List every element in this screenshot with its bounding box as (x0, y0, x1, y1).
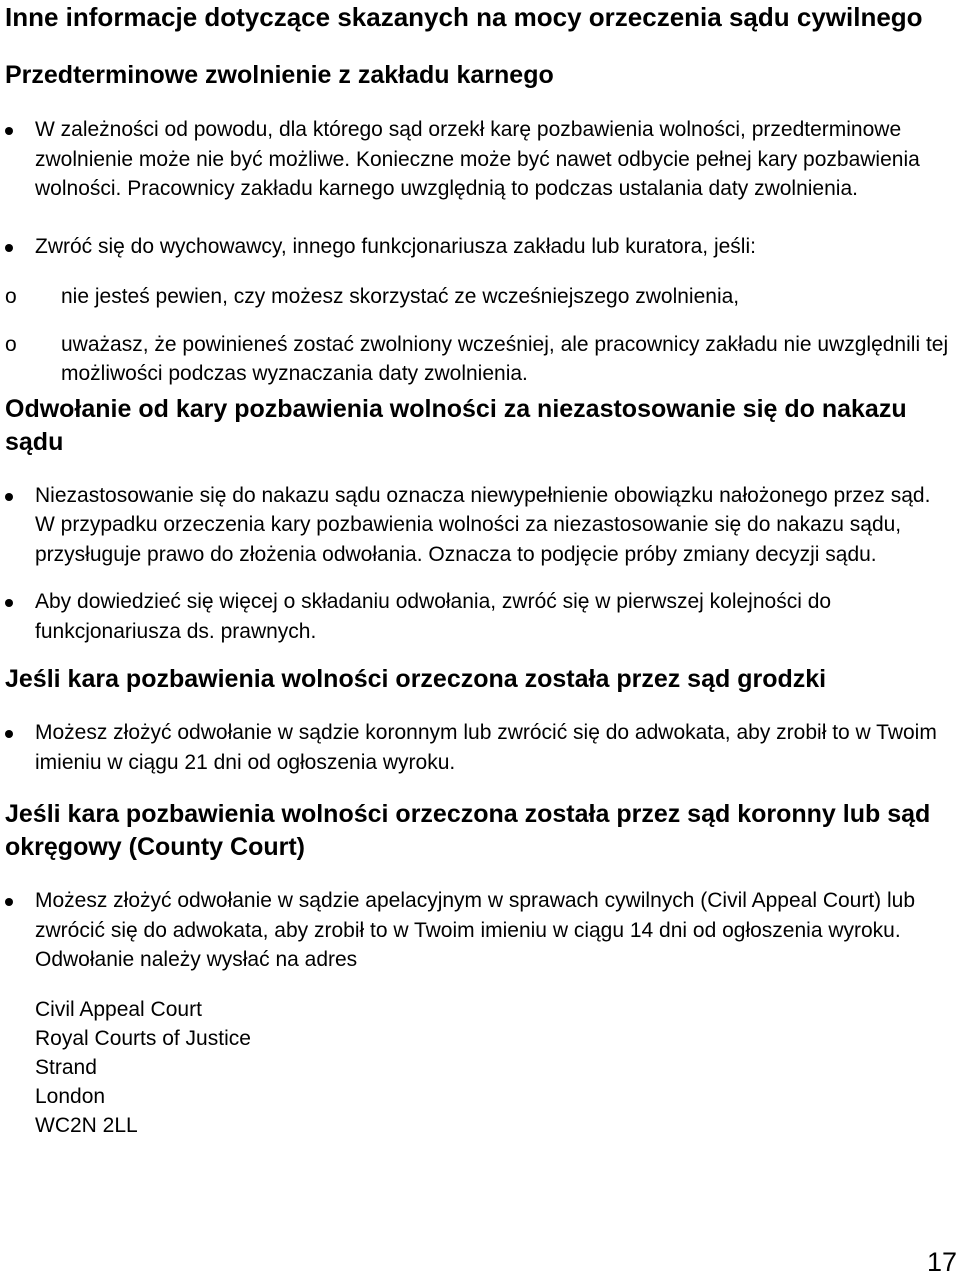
address-line: London (35, 1084, 106, 1108)
sub-list-item (5, 282, 955, 312)
sub-item-text: uważasz, że powinieneś zostać zwolniony wcześniej, ale pracownicy zakładu nie uwzględnili tej możliwości podczas wyznaczania daty zwolnienia. (61, 332, 949, 385)
list-item: Możesz złożyć odwołanie w sądzie koronnym lub zwrócić się do adwokata, aby zrobił to w Twoim imieniu w ciągu 21 dni od ogłoszenia wyroku. (5, 718, 955, 777)
sub-item-text: nie jesteś pewien, czy możesz skorzystać ze wcześniejszego zwolnienia, (61, 285, 740, 308)
sub-bullet-marker: o (5, 285, 17, 308)
magistrates-court-list (5, 718, 955, 777)
address-line: Royal Courts of Justice (35, 1026, 251, 1050)
section-heading-early-release: Przedterminowe zwolnienie z zakładu karnego (5, 61, 554, 89)
list-item: Niezastosowanie się do nakazu sądu oznacza niewypełnienie obowiązku nałożonego przez sąd. W przypadku orzeczenia kary pozbawienia wolności za niezastosowanie się do nakazu sądu, przysługuje prawo do złożenia odwołania. Oznacza to podjęcie próby zmiany decyzji sądu. (5, 481, 955, 570)
sub-bullet-marker: o (5, 332, 17, 356)
section-heading-crown-county-court: Jeśli kara pozbawienia wolności orzeczona została przez sąd koronny lub sąd okręgowy (County Court) (5, 800, 931, 861)
early-release-list (5, 115, 955, 261)
sub-list-item (5, 330, 955, 389)
section-heading-magistrates-court: Jeśli kara pozbawienia wolności orzeczona została przez sąd grodzki (5, 665, 827, 693)
address-line: Strand (35, 1055, 97, 1079)
list-item: Aby dowiedzieć się więcej o składaniu odwołania, zwróć się w pierwszej kolejności do funkcjonariusza ds. prawnych. (5, 587, 955, 646)
address-line: WC2N 2LL (35, 1113, 138, 1137)
page-title: Inne informacje dotyczące skazanych na mocy orzeczenia sądu cywilnego (5, 2, 923, 32)
appeal-contempt-list (5, 481, 955, 647)
postal-address (5, 995, 955, 1140)
list-item: Zwróć się do wychowawcy, innego funkcjonariusza zakładu lub kuratora, jeśli: (5, 232, 955, 262)
page-number: 17 (926, 1247, 957, 1277)
list-item: W zależności od powodu, dla którego sąd orzekł karę pozbawienia wolności, przedterminowe zwolnienie może nie być możliwe. Konieczne może być nawet odbycie pełnej kary pozbawienia wolności. Pracownicy zakładu karnego uwzględnią to podczas ustalania daty zwolnienia. (5, 115, 955, 204)
conditions-sublist (5, 282, 955, 389)
section-heading-appeal-contempt: Odwołanie od kary pozbawienia wolności za niezastosowanie się do nakazu sądu (5, 394, 907, 456)
crown-court-list (5, 886, 955, 975)
address-line: Civil Appeal Court (35, 997, 202, 1021)
document-page (5, 0, 955, 1140)
list-item: Możesz złożyć odwołanie w sądzie apelacyjnym w sprawach cywilnych (Civil Appeal Court) lub zwrócić się do adwokata, aby zrobił to w Twoim imieniu w ciągu 14 dni od ogłoszenia wyroku. Odwołanie należy wysłać na adres (5, 886, 955, 975)
